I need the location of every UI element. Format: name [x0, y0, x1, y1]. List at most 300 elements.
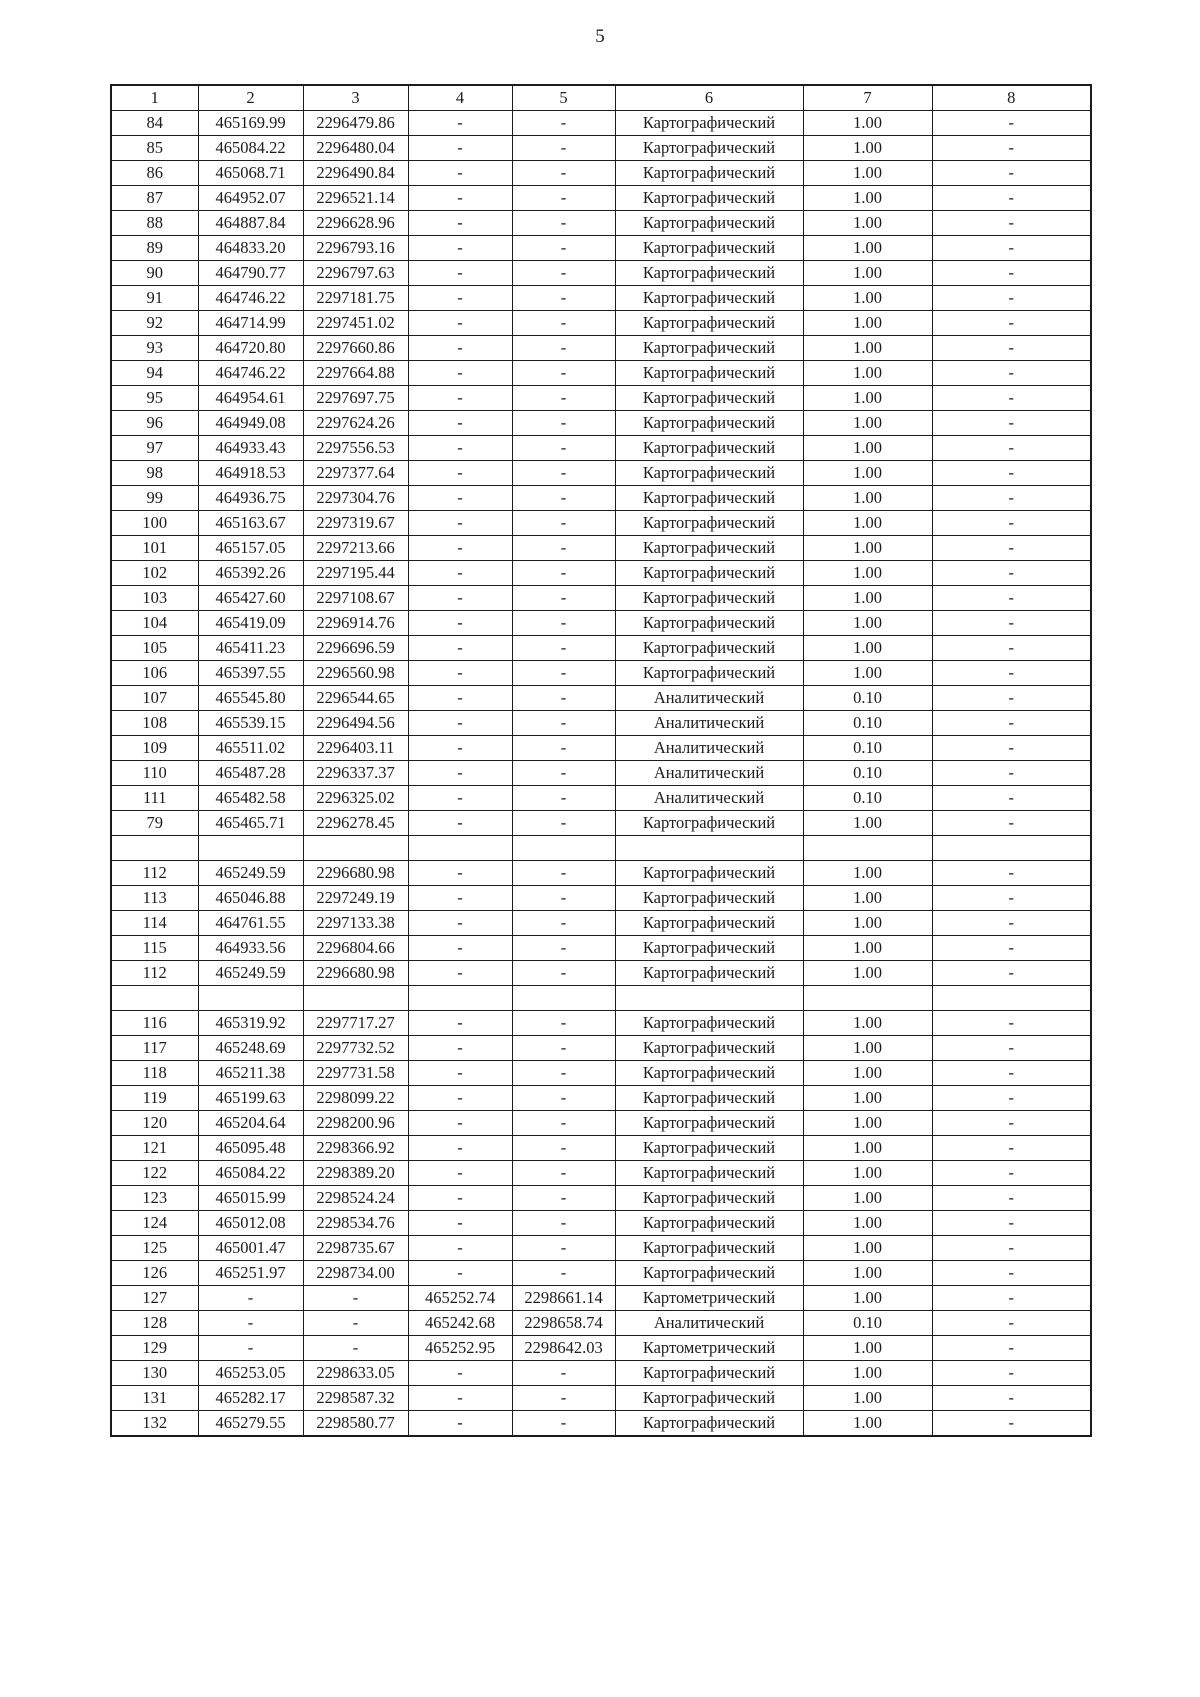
table-cell: - — [512, 1086, 615, 1111]
table-cell: 1.00 — [803, 1411, 932, 1437]
table-cell: 1.00 — [803, 936, 932, 961]
table-row — [111, 611, 1091, 636]
table-cell: - — [512, 1186, 615, 1211]
table-cell: 2297731.58 — [303, 1061, 408, 1086]
table-cell: Картографический — [615, 536, 803, 561]
table-cell: 1.00 — [803, 636, 932, 661]
table-cell: - — [512, 361, 615, 386]
table-cell: - — [408, 661, 512, 686]
table-cell: 93 — [111, 336, 198, 361]
table-cell: - — [932, 486, 1091, 511]
table-cell: - — [512, 1386, 615, 1411]
table-row — [111, 711, 1091, 736]
table-cell: 1.00 — [803, 661, 932, 686]
table-cell: 1.00 — [803, 561, 932, 586]
table-cell: - — [303, 1311, 408, 1336]
table-cell: 465095.48 — [198, 1136, 303, 1161]
table-cell: - — [932, 611, 1091, 636]
table-row — [111, 161, 1091, 186]
table-cell: 2297732.52 — [303, 1036, 408, 1061]
table-cell: Картографический — [615, 186, 803, 211]
table-row — [111, 486, 1091, 511]
table-cell: 102 — [111, 561, 198, 586]
table-cell: - — [408, 761, 512, 786]
table-cell: 101 — [111, 536, 198, 561]
table-cell: - — [512, 486, 615, 511]
table-cell: 2296521.14 — [303, 186, 408, 211]
table-cell: - — [198, 1311, 303, 1336]
table-cell: 131 — [111, 1386, 198, 1411]
table-cell: - — [408, 436, 512, 461]
table-cell: - — [932, 1036, 1091, 1061]
table-cell: 2298661.14 — [512, 1286, 615, 1311]
table-cell: - — [512, 786, 615, 811]
table-cell: Картографический — [615, 636, 803, 661]
table-cell: Картографический — [615, 1236, 803, 1261]
table-cell: 464887.84 — [198, 211, 303, 236]
table-cell: 1.00 — [803, 861, 932, 886]
column-header: 4 — [408, 85, 512, 111]
table-cell: - — [932, 286, 1091, 311]
table-cell: 465068.71 — [198, 161, 303, 186]
table-cell: - — [512, 461, 615, 486]
table-cell: Аналитический — [615, 686, 803, 711]
table-cell: Картографический — [615, 411, 803, 436]
table-cell: - — [512, 736, 615, 761]
column-header: 1 — [111, 85, 198, 111]
table-cell: 464720.80 — [198, 336, 303, 361]
table-cell: - — [512, 236, 615, 261]
table-cell: 2297249.19 — [303, 886, 408, 911]
table-cell: 94 — [111, 361, 198, 386]
table-cell: 464954.61 — [198, 386, 303, 411]
table-cell: - — [932, 461, 1091, 486]
table-cell: 465487.28 — [198, 761, 303, 786]
table-cell: Картографический — [615, 161, 803, 186]
table-cell: 2298366.92 — [303, 1136, 408, 1161]
table-cell: 114 — [111, 911, 198, 936]
table-cell: 95 — [111, 386, 198, 411]
table-cell: - — [408, 911, 512, 936]
table-cell: - — [932, 1161, 1091, 1186]
table-cell: 2297624.26 — [303, 411, 408, 436]
table-row — [111, 186, 1091, 211]
table-cell: 2296494.56 — [303, 711, 408, 736]
table-cell: 464933.56 — [198, 936, 303, 961]
table-cell: 1.00 — [803, 811, 932, 836]
table-cell: - — [512, 1361, 615, 1386]
table-cell: - — [408, 486, 512, 511]
table-cell: 465157.05 — [198, 536, 303, 561]
table-cell: 129 — [111, 1336, 198, 1361]
table-cell: - — [512, 1261, 615, 1286]
table-cell: Картографический — [615, 661, 803, 686]
table-cell: - — [303, 1286, 408, 1311]
table-cell: - — [512, 1161, 615, 1186]
table-cell: 465015.99 — [198, 1186, 303, 1211]
table-cell: - — [408, 1186, 512, 1211]
table-cell: Картографический — [615, 461, 803, 486]
table-cell — [932, 986, 1091, 1011]
coordinates-table — [110, 84, 1092, 1437]
table-cell: Картографический — [615, 936, 803, 961]
table-cell: - — [512, 761, 615, 786]
table-cell: Картографический — [615, 1161, 803, 1186]
table-cell: - — [932, 586, 1091, 611]
table-cell: 2297195.44 — [303, 561, 408, 586]
table-cell: 465545.80 — [198, 686, 303, 711]
table-row — [111, 236, 1091, 261]
table-cell: Аналитический — [615, 711, 803, 736]
table-cell: - — [408, 561, 512, 586]
table-cell: Картографический — [615, 1361, 803, 1386]
table-cell: Картографический — [615, 311, 803, 336]
table-cell: 2298633.05 — [303, 1361, 408, 1386]
table-cell: - — [512, 686, 615, 711]
table-cell: 0.10 — [803, 736, 932, 761]
table-cell: Картографический — [615, 486, 803, 511]
table-row — [111, 561, 1091, 586]
table-cell: 2297717.27 — [303, 1011, 408, 1036]
table-cell: - — [932, 711, 1091, 736]
table-cell: - — [512, 811, 615, 836]
table-cell: - — [198, 1286, 303, 1311]
table-cell: 1.00 — [803, 1036, 932, 1061]
table-cell: - — [512, 211, 615, 236]
table-cell: - — [512, 661, 615, 686]
table-cell — [615, 986, 803, 1011]
table-cell: - — [932, 1411, 1091, 1437]
table-cell: 1.00 — [803, 1336, 932, 1361]
table-cell: 124 — [111, 1211, 198, 1236]
table-cell: Картографический — [615, 1061, 803, 1086]
table-cell: 1.00 — [803, 1086, 932, 1111]
table-cell: - — [512, 1236, 615, 1261]
table-cell: 2298099.22 — [303, 1086, 408, 1111]
table-cell — [512, 986, 615, 1011]
table-cell: - — [408, 186, 512, 211]
table-cell — [303, 986, 408, 1011]
table-cell: - — [932, 1386, 1091, 1411]
table-cell: 123 — [111, 1186, 198, 1211]
table-cell: 465282.17 — [198, 1386, 303, 1411]
table-cell: 98 — [111, 461, 198, 486]
table-cell: 465252.95 — [408, 1336, 512, 1361]
table-cell: - — [512, 586, 615, 611]
table-cell: 2296696.59 — [303, 636, 408, 661]
table-cell: 464746.22 — [198, 286, 303, 311]
table-cell: 465211.38 — [198, 1061, 303, 1086]
table-cell: 125 — [111, 1236, 198, 1261]
table-row — [111, 1061, 1091, 1086]
table-cell: 464949.08 — [198, 411, 303, 436]
table-cell: - — [408, 261, 512, 286]
table-cell: - — [512, 911, 615, 936]
table-cell: - — [408, 586, 512, 611]
table-cell: 464833.20 — [198, 236, 303, 261]
table-cell: - — [408, 211, 512, 236]
table-row — [111, 536, 1091, 561]
table-cell: 1.00 — [803, 136, 932, 161]
table-cell — [615, 836, 803, 861]
table-cell: 1.00 — [803, 1236, 932, 1261]
table-row — [111, 686, 1091, 711]
table-cell: 103 — [111, 586, 198, 611]
table-cell: 2296403.11 — [303, 736, 408, 761]
table-cell: 85 — [111, 136, 198, 161]
table-cell: Аналитический — [615, 736, 803, 761]
table-cell: Картографический — [615, 1186, 803, 1211]
table-cell: 84 — [111, 111, 198, 136]
table-cell: - — [408, 1161, 512, 1186]
table-cell — [303, 836, 408, 861]
table-cell: 111 — [111, 786, 198, 811]
table-cell: 465001.47 — [198, 1236, 303, 1261]
table-cell: 2296914.76 — [303, 611, 408, 636]
table-cell: - — [408, 886, 512, 911]
table-cell: 120 — [111, 1111, 198, 1136]
table-cell: Картографический — [615, 1386, 803, 1411]
table-row — [111, 1411, 1091, 1437]
table-cell: 2298735.67 — [303, 1236, 408, 1261]
table-cell — [198, 986, 303, 1011]
table-row — [111, 1086, 1091, 1111]
table-cell: - — [512, 1111, 615, 1136]
table-cell: - — [408, 1061, 512, 1086]
table-cell: - — [512, 1036, 615, 1061]
table-row — [111, 911, 1091, 936]
table-cell: 2298642.03 — [512, 1336, 615, 1361]
table-cell: - — [932, 1336, 1091, 1361]
table-cell: - — [512, 186, 615, 211]
table-cell: 0.10 — [803, 686, 932, 711]
table-cell: - — [932, 261, 1091, 286]
table-cell: 2296628.96 — [303, 211, 408, 236]
table-cell: - — [932, 1286, 1091, 1311]
table-cell: - — [932, 511, 1091, 536]
table-cell: - — [512, 711, 615, 736]
table-cell: 1.00 — [803, 336, 932, 361]
table-cell: - — [408, 611, 512, 636]
table-cell: - — [932, 236, 1091, 261]
table-row — [111, 936, 1091, 961]
table-cell: 127 — [111, 1286, 198, 1311]
table-cell: 1.00 — [803, 536, 932, 561]
table-cell: 2296797.63 — [303, 261, 408, 286]
table-cell: - — [512, 286, 615, 311]
table-cell: - — [932, 811, 1091, 836]
table-row — [111, 111, 1091, 136]
table-cell: - — [408, 511, 512, 536]
table-cell: 97 — [111, 436, 198, 461]
table-cell: - — [932, 436, 1091, 461]
table-row — [111, 761, 1091, 786]
table-cell — [932, 836, 1091, 861]
table-cell: 2297181.75 — [303, 286, 408, 311]
table-cell: 130 — [111, 1361, 198, 1386]
table-cell: 464952.07 — [198, 186, 303, 211]
table-cell: - — [408, 1411, 512, 1437]
table-cell: Картографический — [615, 511, 803, 536]
table-cell: 465253.05 — [198, 1361, 303, 1386]
table-row — [111, 386, 1091, 411]
table-cell: 465482.58 — [198, 786, 303, 811]
table-cell: 121 — [111, 1136, 198, 1161]
column-header: 8 — [932, 85, 1091, 111]
table-cell: 464790.77 — [198, 261, 303, 286]
table-cell: 104 — [111, 611, 198, 636]
table-cell: 2298734.00 — [303, 1261, 408, 1286]
table-cell: Картографический — [615, 886, 803, 911]
table-row — [111, 861, 1091, 886]
table-row — [111, 436, 1091, 461]
table-cell: 465249.59 — [198, 961, 303, 986]
table-cell: - — [512, 336, 615, 361]
table-cell: 465465.71 — [198, 811, 303, 836]
table-cell — [512, 836, 615, 861]
table-cell: - — [932, 961, 1091, 986]
table-cell: 2296278.45 — [303, 811, 408, 836]
table-cell: - — [932, 1261, 1091, 1286]
table-cell: 132 — [111, 1411, 198, 1437]
table-cell: 464761.55 — [198, 911, 303, 936]
table-cell: 1.00 — [803, 911, 932, 936]
table-row — [111, 661, 1091, 686]
table-cell: - — [512, 1011, 615, 1036]
table-cell: - — [408, 236, 512, 261]
table-cell: - — [932, 636, 1091, 661]
table-cell: 1.00 — [803, 186, 932, 211]
table-cell: 2298534.76 — [303, 1211, 408, 1236]
table-cell: 465084.22 — [198, 1161, 303, 1186]
table-row — [111, 586, 1091, 611]
table-cell: - — [512, 886, 615, 911]
table-row — [111, 1036, 1091, 1061]
table-cell: 1.00 — [803, 1286, 932, 1311]
table-cell: - — [512, 1411, 615, 1437]
table-cell: - — [512, 536, 615, 561]
table-cell: 1.00 — [803, 1061, 932, 1086]
table-cell: - — [408, 1086, 512, 1111]
table-row — [111, 1261, 1091, 1286]
table-cell: 2296479.86 — [303, 111, 408, 136]
table-cell — [111, 986, 198, 1011]
table-cell: 464746.22 — [198, 361, 303, 386]
table-cell: - — [512, 136, 615, 161]
table-cell: 90 — [111, 261, 198, 286]
table-cell: Картографический — [615, 111, 803, 136]
table-cell: - — [932, 886, 1091, 911]
table-cell: - — [408, 386, 512, 411]
table-cell: 2298587.32 — [303, 1386, 408, 1411]
table-cell: - — [932, 111, 1091, 136]
table-cell: 2296480.04 — [303, 136, 408, 161]
table-cell: 2296490.84 — [303, 161, 408, 186]
table-cell: Картографический — [615, 1261, 803, 1286]
table-cell: - — [408, 861, 512, 886]
table-cell: - — [932, 536, 1091, 561]
table-cell: 1.00 — [803, 1186, 932, 1211]
column-header: 6 — [615, 85, 803, 111]
table-cell: - — [408, 936, 512, 961]
table-cell: 1.00 — [803, 461, 932, 486]
table-cell: 2298200.96 — [303, 1111, 408, 1136]
table-cell: 465419.09 — [198, 611, 303, 636]
table-cell: - — [408, 786, 512, 811]
table-cell: Картографический — [615, 436, 803, 461]
table-cell: - — [408, 536, 512, 561]
table-cell: Картографический — [615, 961, 803, 986]
table-cell: Картографический — [615, 136, 803, 161]
table-cell: - — [932, 661, 1091, 686]
table-row — [111, 1336, 1091, 1361]
table-cell: - — [512, 1211, 615, 1236]
table-cell: Картографический — [615, 361, 803, 386]
table-cell: - — [512, 311, 615, 336]
table-cell: - — [932, 411, 1091, 436]
table-row — [111, 261, 1091, 286]
table-cell: - — [512, 511, 615, 536]
table-cell: 1.00 — [803, 1261, 932, 1286]
table-cell: - — [512, 261, 615, 286]
table-cell: 2297556.53 — [303, 436, 408, 461]
table-cell: 2296680.98 — [303, 861, 408, 886]
table-cell: 465012.08 — [198, 1211, 303, 1236]
table-cell: Картографический — [615, 811, 803, 836]
table-cell: 89 — [111, 236, 198, 261]
table-cell: - — [932, 211, 1091, 236]
table-cell: - — [512, 1061, 615, 1086]
table-cell: - — [932, 1086, 1091, 1111]
table-cell: Картографический — [615, 261, 803, 286]
table-cell: 465539.15 — [198, 711, 303, 736]
table-cell: Картографический — [615, 1036, 803, 1061]
table-row — [111, 1361, 1091, 1386]
table-cell: - — [408, 1386, 512, 1411]
table-row — [111, 461, 1091, 486]
table-cell: - — [512, 411, 615, 436]
table-cell: - — [512, 386, 615, 411]
table-cell: - — [408, 411, 512, 436]
table-row — [111, 411, 1091, 436]
table-cell: 465397.55 — [198, 661, 303, 686]
table-cell: 2296793.16 — [303, 236, 408, 261]
table-cell: Картографический — [615, 1011, 803, 1036]
table-cell: - — [408, 1036, 512, 1061]
column-header: 3 — [303, 85, 408, 111]
table-cell: - — [408, 336, 512, 361]
table-cell: - — [932, 361, 1091, 386]
table-row — [111, 636, 1091, 661]
table-cell: Картографический — [615, 586, 803, 611]
table-cell: 1.00 — [803, 111, 932, 136]
table-cell: - — [408, 1361, 512, 1386]
table-cell: - — [408, 1011, 512, 1036]
table-cell — [803, 836, 932, 861]
table-row — [111, 1136, 1091, 1161]
table-cell: 465251.97 — [198, 1261, 303, 1286]
table-cell: - — [932, 761, 1091, 786]
table-cell: - — [932, 1361, 1091, 1386]
table-row — [111, 136, 1091, 161]
table-cell: 465084.22 — [198, 136, 303, 161]
table-cell: - — [932, 861, 1091, 886]
table-cell: - — [198, 1336, 303, 1361]
table-cell: - — [932, 1236, 1091, 1261]
table-cell: 1.00 — [803, 1386, 932, 1411]
table-cell: Картографический — [615, 236, 803, 261]
table-cell: 1.00 — [803, 511, 932, 536]
